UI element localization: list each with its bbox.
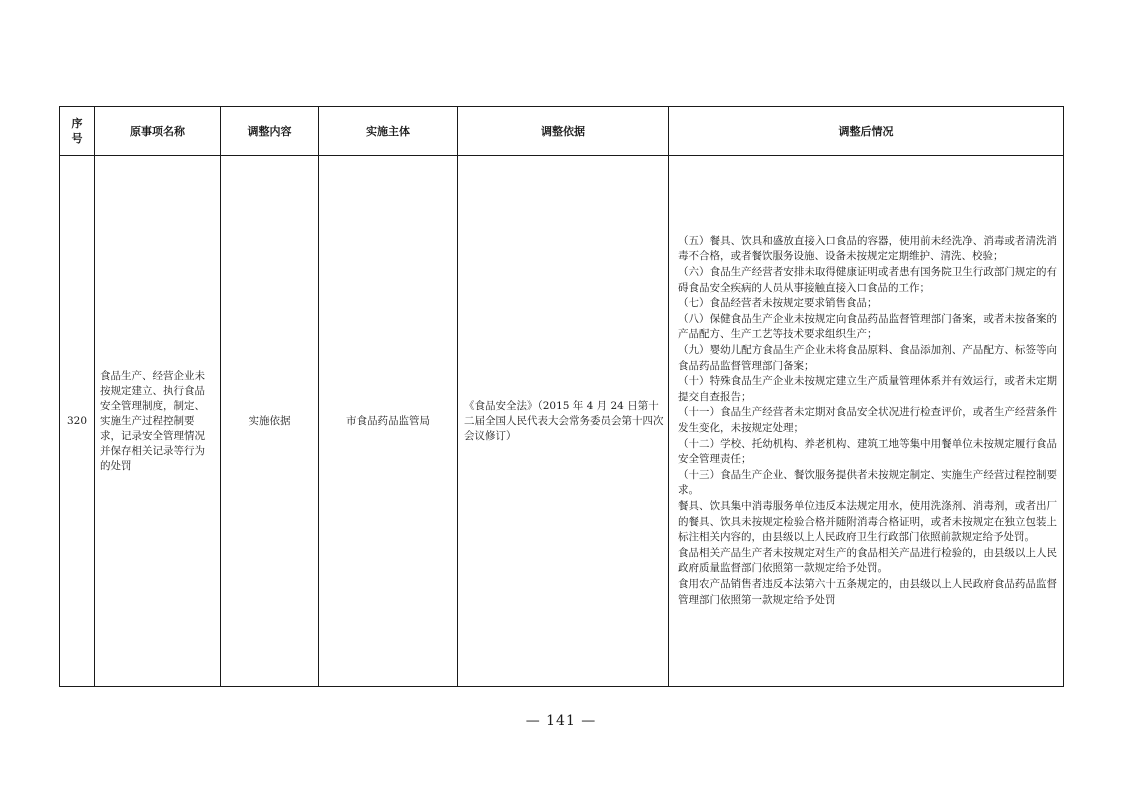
after-item-5: （五）餐具、饮具和盛放直接入口食品的容器，使用前未经洗净、消毒或者清洗消毒不合格，或者餐饮服务设施、设备未按规定定期维护、清洗、校验； <box>678 234 1057 263</box>
header-basis: 调整依据 <box>458 107 669 156</box>
header-original-item: 原事项名称 <box>95 107 221 156</box>
cell-implementer: 市食品药品监管局 <box>319 156 458 687</box>
header-adjustment: 调整内容 <box>221 107 319 156</box>
header-serial-line1: 序 <box>71 117 83 130</box>
cell-after <box>669 156 1064 687</box>
after-paragraph-related-products: 食品相关产品生产者未按规定对生产的食品相关产品进行检验的，由县级以上人民政府质量监督部门依照第一款规定给予处罚。 <box>678 546 1057 575</box>
after-item-9: （九）婴幼儿配方食品生产企业未将食品原料、食品添加剂、产品配方、标签等向食品药品监督管理部门备案； <box>678 344 1057 372</box>
table-row <box>60 156 1064 687</box>
header-serial <box>60 107 95 156</box>
cell-original-item: 食品生产、经营企业未按规定建立、执行食品安全管理制度，制定、实施生产过程控制要求，记录安全管理情况并保存相关记录等行为的处罚 <box>95 156 221 687</box>
header-serial-line2: 号 <box>71 132 83 145</box>
cell-serial: 320 <box>60 156 95 687</box>
after-item-8: （八）保健食品生产企业未按规定向食品药品监督管理部门备案，或者未按备案的产品配方、生产工艺等技术要求组织生产； <box>678 312 1057 341</box>
after-item-11: （十一）食品生产经营者未定期对食品安全状况进行检查评价，或者生产经营条件发生变化，未按规定处理； <box>678 406 1057 434</box>
cell-adjustment: 实施依据 <box>221 156 319 687</box>
after-item-10: （十）特殊食品生产企业未按规定建立生产质量管理体系并有效运行，或者未定期提交自查报告； <box>678 375 1057 403</box>
header-after: 调整后情况 <box>669 107 1064 156</box>
page-number: — 141 — <box>525 713 597 729</box>
after-item-12: （十二）学校、托幼机构、养老机构、建筑工地等集中用餐单位未按规定履行食品安全管理责任； <box>678 437 1057 466</box>
main-table <box>59 106 1064 687</box>
after-paragraph-agricultural: 食用农产品销售者违反本法第六十五条规定的，由县级以上人民政府食品药品监督管理部门依照第一款规定给予处罚 <box>678 577 1057 606</box>
cell-basis: 《食品安全法》（2015 年 4 月 24 日第十二届全国人民代表大会常务委员会第十四次会议修订） <box>458 156 669 687</box>
after-paragraph-disinfection: 餐具、饮具集中消毒服务单位违反本法规定用水，使用洗涤剂、消毒剂，或者出厂的餐具、饮具未按规定检验合格并随附消毒合格证明，或者未按规定在独立包装上标注相关内容的，由县级以上人民政府卫生行政部门依照前款规定给予处罚。 <box>678 499 1057 544</box>
after-item-13: （十三）食品生产企业、餐饮服务提供者未按规定制定、实施生产经营过程控制要求。 <box>678 468 1057 497</box>
after-item-6: （六）食品生产经营者安排未取得健康证明或者患有国务院卫生行政部门规定的有碍食品安全疾病的人员从事接触直接入口食品的工作； <box>678 266 1057 294</box>
header-row <box>60 107 1064 156</box>
header-implementer: 实施主体 <box>319 107 458 156</box>
after-item-7: （七）食品经营者未按规定要求销售食品； <box>678 297 878 310</box>
